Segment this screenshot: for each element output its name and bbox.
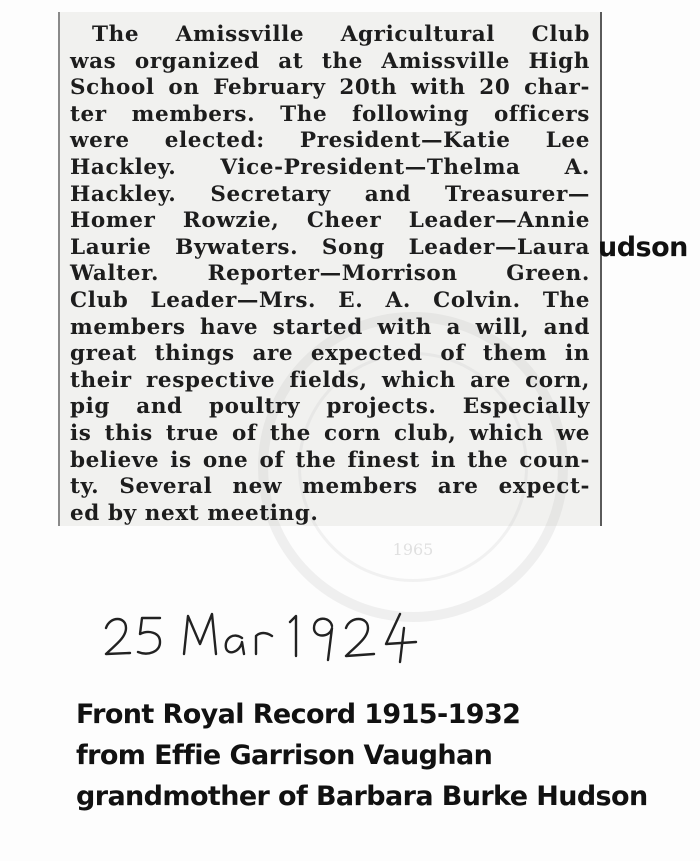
article-line: Hackley. Vice-President—Thelma A. xyxy=(70,154,590,180)
article-line: Laurie Bywaters. Song Leader—Laura xyxy=(70,234,590,260)
article-line: was organized at the Amissville High xyxy=(70,48,590,74)
article-line: great things are expected of them in xyxy=(70,341,590,367)
article-line: Club Leader—Mrs. E. A. Colvin. The xyxy=(70,287,590,313)
article-line: is this true of the corn club, which we xyxy=(70,420,590,446)
article-line: pig and poultry projects. Especially xyxy=(70,394,590,420)
article-line: members have started with a will, and xyxy=(70,314,590,340)
article-line: ed by next meeting. xyxy=(70,500,319,526)
handwritten-date xyxy=(100,598,420,668)
cut-off-text-fragment: udson xyxy=(598,232,688,263)
article-line: ter members. The following officers xyxy=(70,101,590,127)
article-line: Hackley. Secretary and Treasurer— xyxy=(70,181,590,207)
watermark-year: 1965 xyxy=(392,540,434,559)
caption-line-relation: grandmother of Barbara Burke Hudson xyxy=(76,781,648,812)
handwritten-date-strokes xyxy=(100,598,420,668)
caption-line-contributor: from Effie Garrison Vaughan xyxy=(76,740,493,771)
article-line: ty. Several new members are expect- xyxy=(70,474,590,500)
caption-line-source: Front Royal Record 1915-1932 xyxy=(76,699,521,730)
article-text xyxy=(70,22,590,527)
newspaper-clipping xyxy=(58,12,602,559)
article-line: The Amissville Agricultural Club xyxy=(92,22,590,47)
article-line: were elected: President—Katie Lee xyxy=(70,128,590,154)
article-line: Walter. Reporter—Morrison Green. xyxy=(70,261,590,287)
caption-block xyxy=(76,694,648,817)
article-line: Homer Rowzie, Cheer Leader—Annie xyxy=(70,208,590,234)
article-line: believe is one of the finest in the coun- xyxy=(70,447,590,473)
article-line: their respective fields, which are corn, xyxy=(70,367,590,393)
article-line: School on February 20th with 20 char- xyxy=(70,75,590,101)
